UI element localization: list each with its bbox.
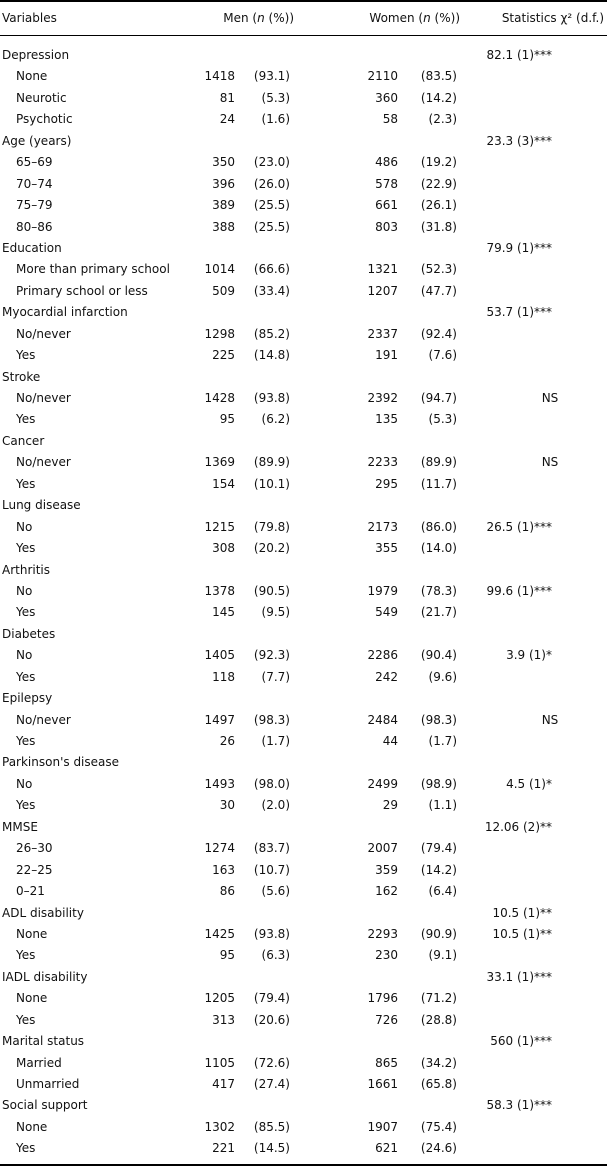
men-count: 1369 [204, 455, 235, 470]
row-label: 22–25 [16, 862, 53, 877]
men-count: 308 [212, 541, 235, 556]
men-count: 1378 [204, 583, 235, 598]
row-label: Yes [16, 541, 36, 556]
statistic: 58.3 (1)*** [486, 1098, 552, 1113]
statistic: 4.5 (1)* [506, 776, 552, 791]
statistic: NS [541, 455, 559, 470]
table-row [0, 710, 607, 731]
men-percent: (66.6) [253, 262, 290, 277]
row-label: Cancer [2, 433, 45, 448]
men-count: 1428 [204, 391, 235, 405]
men-percent: (1.7) [261, 734, 290, 748]
men-percent: (93.8) [253, 391, 290, 405]
women-count: 1796 [367, 991, 398, 1006]
men-percent: (20.6) [253, 1012, 290, 1027]
men-percent: (5.6) [261, 884, 290, 899]
women-count: 44 [382, 734, 398, 748]
row-label: Marital status [2, 1034, 85, 1049]
women-count: 803 [375, 219, 398, 234]
row-label: No [16, 519, 33, 534]
women-percent: (28.8) [420, 1012, 457, 1027]
header-men: Men (n (%)) [223, 11, 294, 25]
men-count: 1298 [204, 326, 235, 341]
men-count: 1405 [204, 648, 235, 663]
table-row [0, 795, 607, 816]
men-percent: (14.8) [253, 348, 290, 363]
men-percent: (79.4) [253, 991, 290, 1006]
header-men-n: n [257, 11, 265, 25]
men-count: 417 [212, 1077, 235, 1091]
men-percent: (98.0) [253, 776, 290, 791]
top-rule [0, 0, 607, 2]
table-row [0, 109, 607, 130]
header-women-pct: (%) [430, 11, 456, 25]
men-count: 1493 [204, 776, 235, 791]
statistic: 26.5 (1)*** [486, 519, 552, 534]
women-percent: (71.2) [420, 991, 457, 1006]
men-count: 86 [219, 884, 235, 899]
women-percent: (19.2) [420, 155, 457, 170]
table-row [0, 88, 607, 109]
women-percent: (94.7) [420, 391, 457, 405]
table-row [0, 388, 607, 409]
men-count: 30 [219, 798, 235, 813]
table-row [0, 645, 607, 666]
row-label: Yes [16, 948, 36, 963]
men-percent: (85.5) [253, 1119, 290, 1134]
statistic: 10.5 (1)** [492, 905, 552, 920]
women-count: 135 [375, 412, 398, 427]
men-count: 1205 [204, 991, 235, 1006]
men-count: 388 [212, 219, 235, 234]
table-group-row [0, 624, 607, 645]
header-men-pct: (%) [264, 11, 290, 25]
table-row [0, 838, 607, 859]
men-percent: (6.3) [261, 948, 290, 963]
men-percent: (26.0) [253, 176, 290, 191]
row-label: Psychotic [16, 112, 73, 127]
women-count: 295 [375, 476, 398, 491]
men-count: 118 [212, 669, 235, 684]
men-count: 1274 [204, 841, 235, 856]
men-percent: (89.9) [253, 455, 290, 470]
women-count: 2392 [367, 391, 398, 405]
statistic: NS [541, 391, 559, 405]
row-label: IADL disability [2, 969, 88, 984]
table-group-row [0, 967, 607, 988]
row-label: Myocardial infarction [2, 305, 128, 320]
women-percent: (75.4) [420, 1119, 457, 1134]
row-label: 70–74 [16, 176, 53, 191]
women-percent: (90.4) [420, 648, 457, 663]
men-count: 389 [212, 198, 235, 213]
women-count: 865 [375, 1055, 398, 1070]
men-percent: (25.5) [253, 198, 290, 213]
women-count: 2110 [367, 69, 398, 84]
row-label: Yes [16, 476, 36, 491]
women-percent: (11.7) [420, 476, 457, 491]
table-row [0, 409, 607, 430]
men-percent: (79.8) [253, 519, 290, 534]
men-count: 95 [219, 412, 235, 427]
women-count: 2007 [367, 841, 398, 856]
table-group-row [0, 752, 607, 773]
men-count: 145 [212, 605, 235, 620]
table-body [0, 45, 607, 1160]
statistic: 12.06 (2)** [484, 819, 552, 834]
row-label: None [16, 69, 48, 84]
women-count: 29 [382, 798, 398, 813]
row-label: No [16, 776, 33, 791]
women-percent: (2.3) [428, 112, 457, 127]
row-label: Yes [16, 1012, 36, 1027]
women-percent: (7.6) [428, 348, 457, 363]
table-group-row [0, 495, 607, 516]
women-percent: (9.1) [428, 948, 457, 963]
table-row [0, 1138, 607, 1159]
men-count: 509 [212, 283, 235, 298]
women-count: 191 [375, 348, 398, 363]
table-row [0, 924, 607, 945]
women-percent: (89.9) [420, 455, 457, 470]
row-label: Education [2, 240, 62, 255]
women-percent: (79.4) [420, 841, 457, 856]
row-label: Parkinson's disease [2, 755, 120, 770]
table-group-row [0, 302, 607, 323]
table-group-row [0, 817, 607, 838]
table-row [0, 281, 607, 302]
table-row [0, 66, 607, 87]
table-row [0, 152, 607, 173]
women-count: 2286 [367, 648, 398, 663]
women-percent: (14.2) [420, 862, 457, 877]
table-group-row [0, 238, 607, 259]
men-percent: (83.7) [253, 841, 290, 856]
header-variables: Variables [2, 11, 57, 25]
women-count: 2293 [367, 926, 398, 941]
table-group-row [0, 903, 607, 924]
women-count: 162 [375, 884, 398, 899]
row-label: Age (years) [2, 133, 72, 148]
women-count: 360 [375, 90, 398, 105]
row-label: Yes [16, 669, 36, 684]
women-percent: (34.2) [420, 1055, 457, 1070]
row-label: 65–69 [16, 155, 53, 170]
women-percent: (1.7) [428, 734, 457, 748]
men-count: 1425 [204, 926, 235, 941]
table-row [0, 324, 607, 345]
women-percent: (24.6) [420, 1141, 457, 1156]
table-row [0, 860, 607, 881]
header-statistics: Statistics χ² (d.f.) [501, 11, 604, 25]
row-label: No [16, 648, 33, 663]
women-count: 549 [375, 605, 398, 620]
table-row [0, 217, 607, 238]
men-count: 396 [212, 176, 235, 191]
men-count: 1014 [204, 262, 235, 277]
men-count: 1418 [204, 69, 235, 84]
row-label: MMSE [2, 819, 38, 834]
women-count: 661 [375, 198, 398, 213]
header-rule [0, 35, 607, 36]
men-percent: (2.0) [261, 798, 290, 813]
row-label: ADL disability [2, 905, 84, 920]
row-label: 26–30 [16, 841, 53, 856]
women-count: 726 [375, 1012, 398, 1027]
men-count: 95 [219, 948, 235, 963]
statistic: 23.3 (3)*** [486, 133, 552, 148]
women-count: 2233 [367, 455, 398, 470]
women-count: 230 [375, 948, 398, 963]
statistic: 53.7 (1)*** [486, 305, 552, 320]
row-label: Epilepsy [2, 691, 53, 706]
women-percent: (5.3) [428, 412, 457, 427]
men-percent: (9.5) [261, 605, 290, 620]
table-row [0, 602, 607, 623]
men-count: 313 [212, 1012, 235, 1027]
men-count: 1497 [204, 712, 235, 727]
men-count: 350 [212, 155, 235, 170]
women-percent: (1.1) [428, 798, 457, 813]
women-count: 578 [375, 176, 398, 191]
row-label: None [16, 926, 48, 941]
table-group-row [0, 688, 607, 709]
women-percent: (86.0) [420, 519, 457, 534]
row-label: No/never [16, 455, 71, 470]
table-row [0, 1074, 607, 1095]
men-percent: (98.3) [253, 712, 290, 727]
table-group-row [0, 1095, 607, 1116]
men-percent: (5.3) [261, 90, 290, 105]
row-label: None [16, 1119, 48, 1134]
men-count: 221 [212, 1141, 235, 1156]
table-row [0, 667, 607, 688]
women-percent: (26.1) [420, 198, 457, 213]
table-row [0, 988, 607, 1009]
statistic: 10.5 (1)** [492, 926, 552, 941]
women-percent: (6.4) [428, 884, 457, 899]
table-row [0, 195, 607, 216]
men-percent: (6.2) [261, 412, 290, 427]
women-count: 1661 [367, 1077, 398, 1091]
row-label: Lung disease [2, 498, 81, 513]
men-count: 81 [219, 90, 235, 105]
table-row [0, 1053, 607, 1074]
row-label: Arthritis [2, 562, 51, 577]
men-count: 225 [212, 348, 235, 363]
women-count: 359 [375, 862, 398, 877]
women-percent: (65.8) [420, 1077, 457, 1091]
row-label: Yes [16, 1141, 36, 1156]
women-count: 621 [375, 1141, 398, 1156]
women-count: 1321 [367, 262, 398, 277]
men-percent: (1.6) [261, 112, 290, 127]
row-label: Unmarried [16, 1077, 80, 1091]
statistic: 33.1 (1)*** [486, 969, 552, 984]
table-row [0, 774, 607, 795]
men-percent: (25.5) [253, 219, 290, 234]
table-group-row [0, 131, 607, 152]
women-percent: (92.4) [420, 326, 457, 341]
women-percent: (98.9) [420, 776, 457, 791]
row-label: No/never [16, 712, 71, 727]
row-label: 75–79 [16, 198, 53, 213]
table-row [0, 259, 607, 280]
women-count: 242 [375, 669, 398, 684]
men-percent: (85.2) [253, 326, 290, 341]
women-percent: (9.6) [428, 669, 457, 684]
table-row [0, 731, 607, 752]
table-row [0, 174, 607, 195]
table-row [0, 1010, 607, 1031]
table-row [0, 452, 607, 473]
women-count: 2499 [367, 776, 398, 791]
women-count: 1979 [367, 583, 398, 598]
women-percent: (14.0) [420, 541, 457, 556]
table-row [0, 581, 607, 602]
row-label: More than primary school [16, 262, 170, 277]
women-percent: (78.3) [420, 583, 457, 598]
row-label: No [16, 583, 33, 598]
men-percent: (23.0) [253, 155, 290, 170]
table-row [0, 945, 607, 966]
row-label: Diabetes [2, 626, 56, 641]
statistic: NS [541, 712, 559, 727]
table-row [0, 345, 607, 366]
men-percent: (14.5) [253, 1141, 290, 1156]
women-count: 58 [382, 112, 398, 127]
table-group-row [0, 431, 607, 452]
women-percent: (47.7) [420, 283, 457, 298]
men-count: 154 [212, 476, 235, 491]
statistic: 82.1 (1)*** [486, 48, 552, 62]
men-percent: (90.5) [253, 583, 290, 598]
men-percent: (93.1) [253, 69, 290, 84]
row-label: No/never [16, 391, 71, 405]
table-row [0, 474, 607, 495]
table-row [0, 517, 607, 538]
men-count: 1302 [204, 1119, 235, 1134]
table-group-row [0, 1031, 607, 1052]
row-label: Stroke [2, 369, 41, 384]
men-count: 1105 [204, 1055, 235, 1070]
women-percent: (83.5) [420, 69, 457, 84]
table-group-row [0, 45, 607, 66]
row-label: Yes [16, 798, 36, 813]
men-count: 26 [219, 734, 235, 748]
header-women-label: Women [369, 11, 415, 25]
women-percent: (21.7) [420, 605, 457, 620]
women-count: 1207 [367, 283, 398, 298]
men-percent: (27.4) [253, 1077, 290, 1091]
statistic: 79.9 (1)*** [486, 240, 552, 255]
men-count: 24 [219, 112, 235, 127]
row-label: Yes [16, 348, 36, 363]
table-row [0, 538, 607, 559]
men-percent: (10.7) [253, 862, 290, 877]
row-label: Yes [16, 412, 36, 427]
row-label: 80–86 [16, 219, 53, 234]
men-percent: (33.4) [253, 283, 290, 298]
men-percent: (20.2) [253, 541, 290, 556]
table-group-row [0, 367, 607, 388]
row-label: No/never [16, 326, 71, 341]
men-percent: (10.1) [253, 476, 290, 491]
row-label: Married [16, 1055, 62, 1070]
row-label: Primary school or less [16, 283, 148, 298]
men-count: 1215 [204, 519, 235, 534]
header-men-label: Men [223, 11, 249, 25]
statistic: 3.9 (1)* [506, 648, 552, 663]
men-percent: (7.7) [261, 669, 290, 684]
women-percent: (90.9) [420, 926, 457, 941]
women-count: 355 [375, 541, 398, 556]
women-percent: (98.3) [420, 712, 457, 727]
row-label: Yes [16, 605, 36, 620]
men-percent: (93.8) [253, 926, 290, 941]
table-group-row [0, 560, 607, 581]
men-percent: (92.3) [253, 648, 290, 663]
women-count: 2337 [367, 326, 398, 341]
table-row [0, 1117, 607, 1138]
women-count: 2484 [367, 712, 398, 727]
row-label: Yes [16, 734, 36, 748]
row-label: None [16, 991, 48, 1006]
women-count: 486 [375, 155, 398, 170]
women-percent: (14.2) [420, 90, 457, 105]
women-count: 1907 [367, 1119, 398, 1134]
table-row [0, 881, 607, 902]
women-count: 2173 [367, 519, 398, 534]
men-count: 163 [212, 862, 235, 877]
header-women-n: n [423, 11, 431, 25]
row-label: Social support [2, 1098, 88, 1113]
men-percent: (72.6) [253, 1055, 290, 1070]
statistic: 99.6 (1)*** [486, 583, 552, 598]
header-women: Women (n (%)) [369, 11, 460, 25]
women-percent: (52.3) [420, 262, 457, 277]
row-label: Neurotic [16, 90, 67, 105]
row-label: 0–21 [16, 884, 45, 899]
women-percent: (31.8) [420, 219, 457, 234]
women-percent: (22.9) [420, 176, 457, 191]
bottom-rule [0, 1164, 607, 1166]
row-label: Depression [2, 48, 70, 62]
statistic: 560 (1)*** [490, 1034, 552, 1049]
